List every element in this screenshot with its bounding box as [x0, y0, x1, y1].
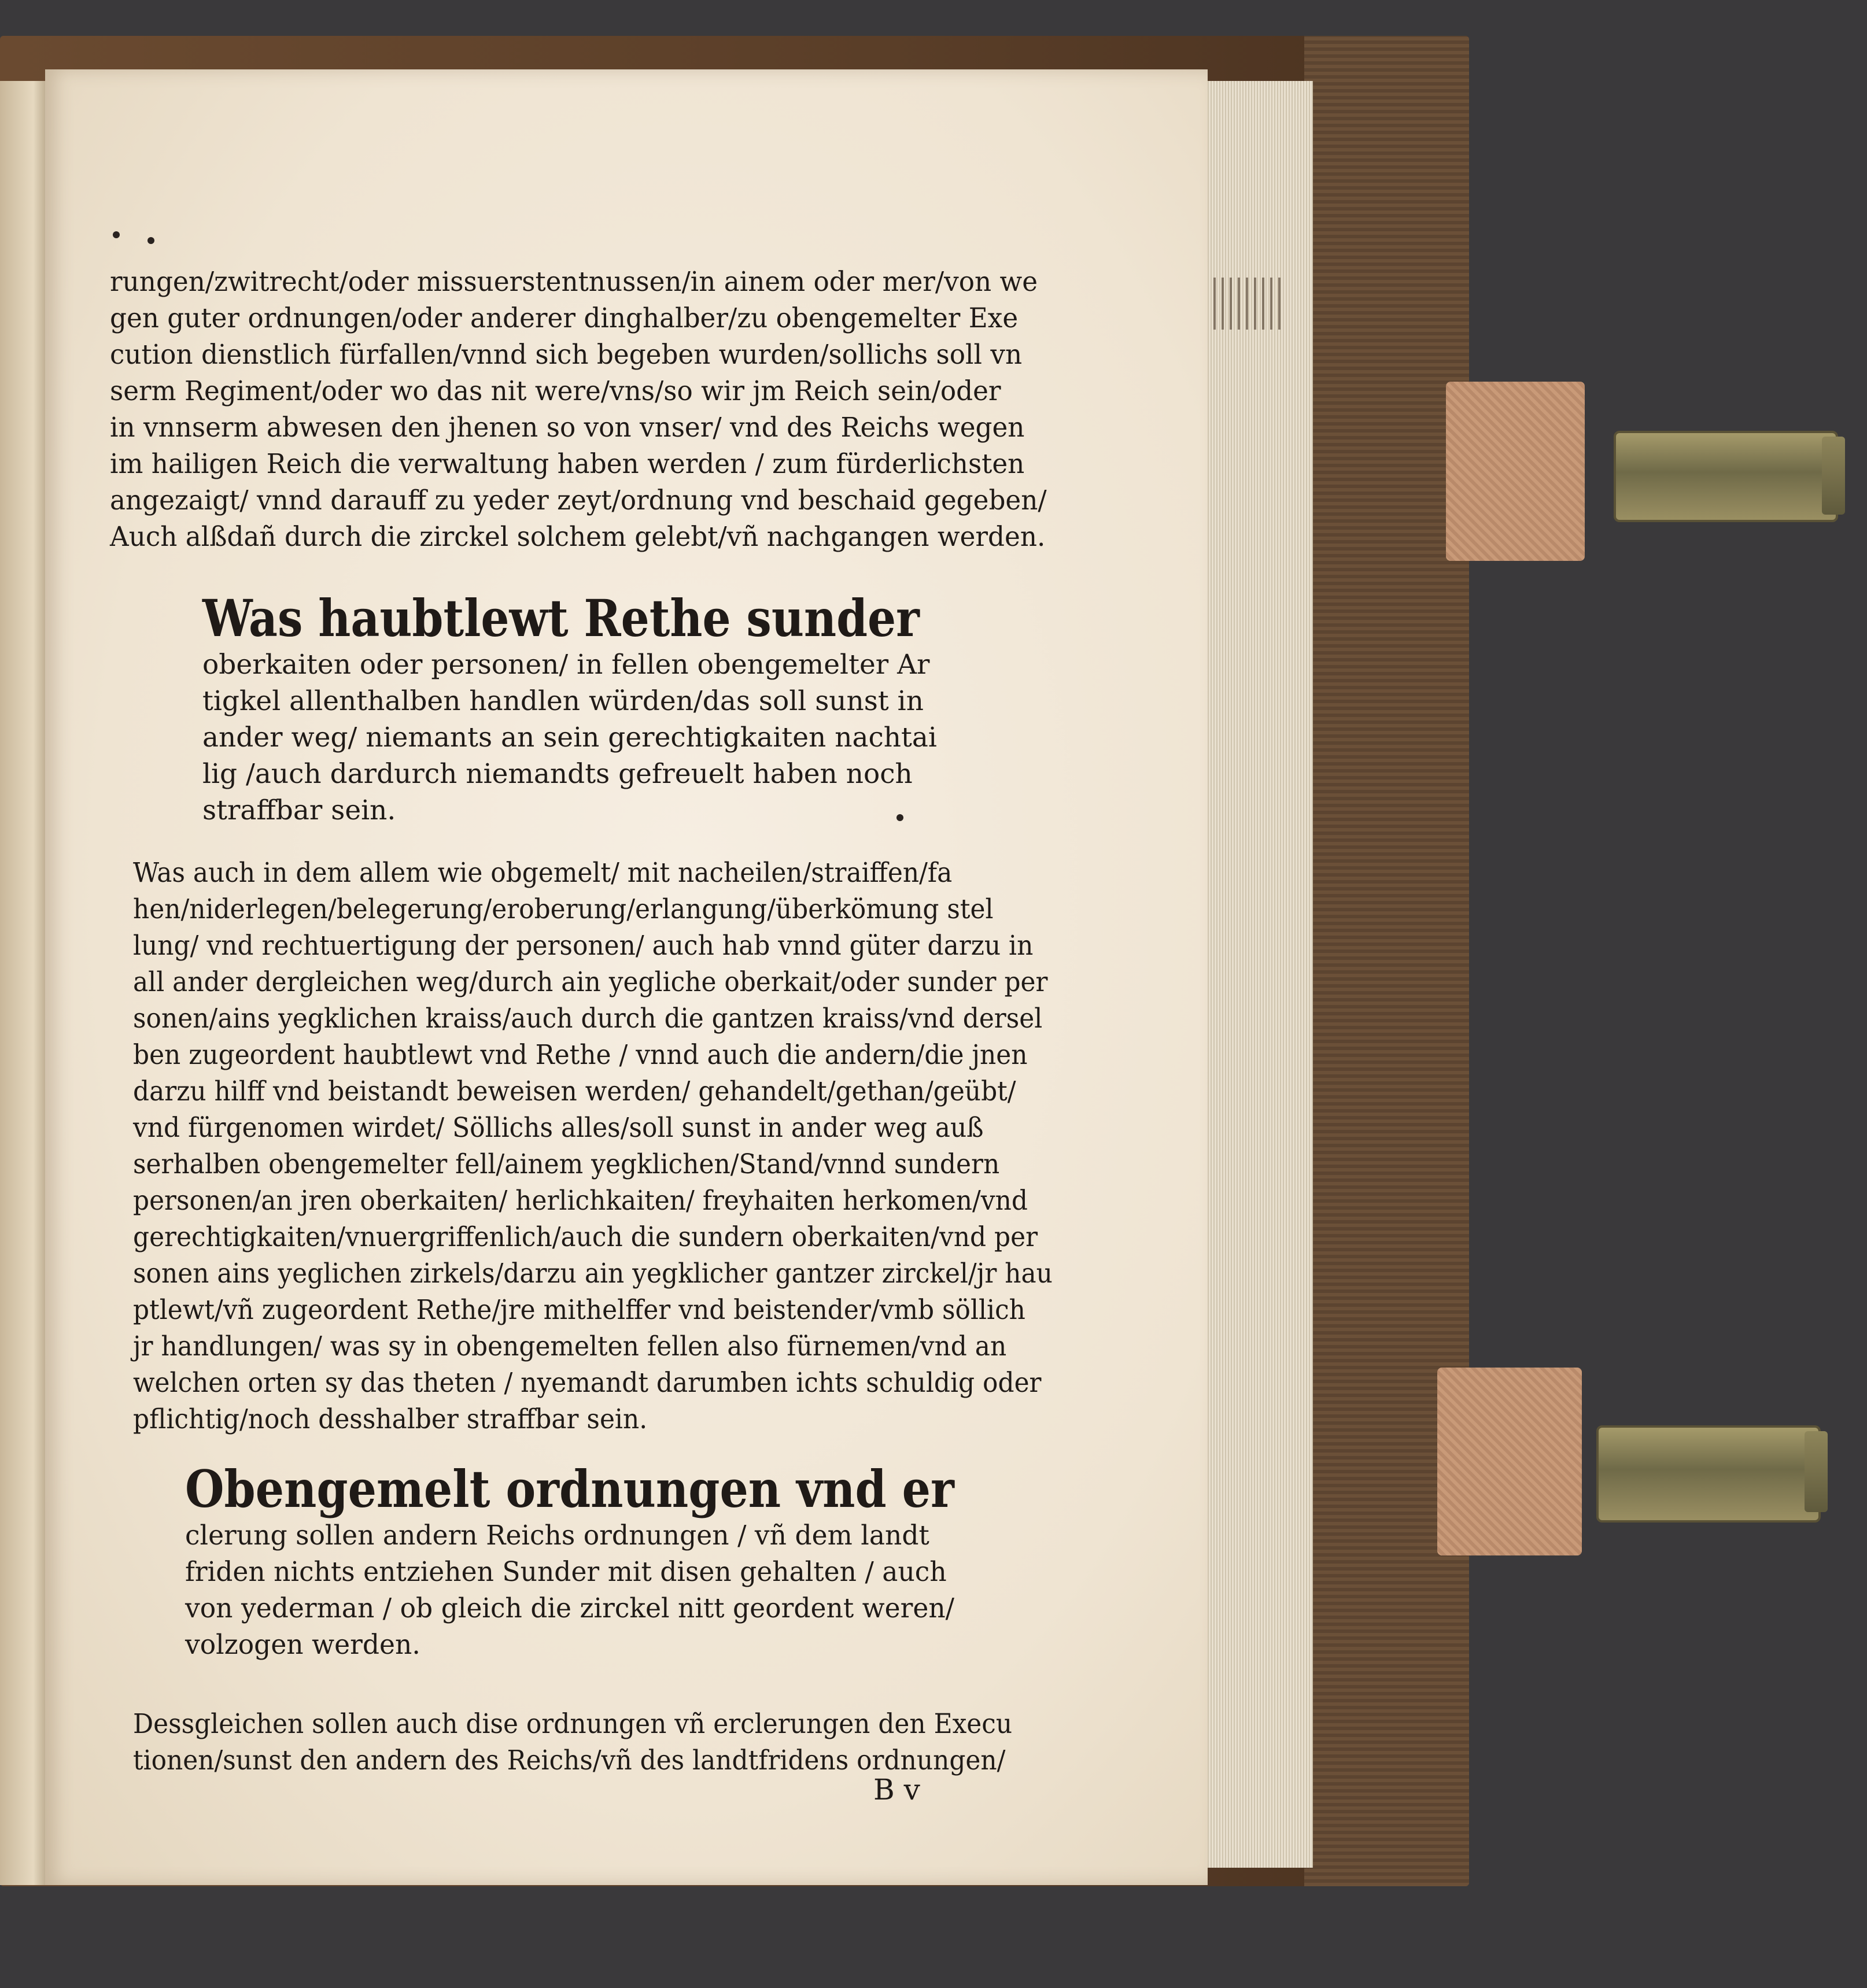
- text-line: ander weg/ niemants an sein gerechtigkaiten nachtai: [202, 722, 937, 753]
- main-paragraph: [133, 855, 1053, 1438]
- text-line: gerechtigkaiten/vnuergriffenlich/auch die sundern oberkaiten/vnd per: [133, 1221, 1038, 1253]
- upper-clasp-strap: [1446, 382, 1585, 561]
- text-line: serm Regiment/oder wo das nit were/vns/so wir jm Reich sein/oder: [110, 375, 1001, 407]
- text-line: clerung sollen andern Reichs ordnungen / vñ dem landt: [185, 1520, 929, 1551]
- text-line: jr handlungen/ was sy in obengemelten fellen also fürnemen/vnd an: [133, 1331, 1007, 1362]
- lower-clasp-tab: [1805, 1431, 1828, 1512]
- section-heading-1: [202, 586, 920, 650]
- text-line: friden nichts entziehen Sunder mit disen gehalten / auch: [185, 1556, 947, 1588]
- facing-page-edge: [0, 81, 47, 1885]
- book-cover-edge: [1304, 36, 1469, 1886]
- page-stack-stain: [1213, 278, 1283, 330]
- text-line: tigkel allenthalben handlen würden/das soll sunst in: [202, 685, 924, 717]
- heading-text: Was haubtlewt Rethe sunder: [202, 588, 920, 648]
- text-line: ptlewt/vñ zugeordent Rethe/jre mithelffer vnd beistender/vmb söllich: [133, 1294, 1025, 1326]
- text-line: rungen/zwitrecht/oder missuerstentnussen/in ainem oder mer/von we: [110, 266, 1038, 298]
- text-line: sonen/ains yegklichen kraiss/auch durch die gantzen kraiss/vnd dersel: [133, 1003, 1043, 1034]
- upper-clasp-tab: [1822, 437, 1845, 515]
- lower-clasp-strap: [1437, 1368, 1582, 1555]
- text-line: volzogen werden.: [185, 1629, 420, 1661]
- text-line: Was auch in dem allem wie obgemelt/ mit nacheilen/straiffen/fa: [133, 857, 953, 889]
- upper-clasp-icon: [1614, 431, 1838, 522]
- intro-paragraph: [110, 264, 1047, 555]
- text-line: hen/niderlegen/belegerung/eroberung/erlangung/überkömung stel: [133, 893, 994, 925]
- text-line: gen guter ordnungen/oder anderer dinghalber/zu obengemelter Exe: [110, 302, 1019, 334]
- text-line: straffbar sein.: [202, 795, 396, 826]
- text-line: lig /auch dardurch niemandts gefreuelt haben noch: [202, 758, 913, 790]
- text-line: welchen orten sy das theten / nyemandt darumben ichts schuldig oder: [133, 1367, 1042, 1399]
- ink-speck: [147, 237, 154, 244]
- text-line: von yederman / ob gleich die zirckel nitt geordent weren/: [185, 1592, 955, 1624]
- text-line: personen/an jren oberkaiten/ herlichkaiten/ freyhaiten herkomen/vnd: [133, 1185, 1028, 1217]
- text-line: ben zugeordent haubtlewt vnd Rethe / vnnd auch die andern/die jnen: [133, 1039, 1028, 1071]
- section-heading-2: [185, 1457, 954, 1521]
- text-line: Dessgleichen sollen auch dise ordnungen vñ erclerungen den Execu: [133, 1708, 1013, 1740]
- text-line: sonen ains yeglichen zirkels/darzu ain yegklicher gantzer zirckel/jr hau: [133, 1258, 1053, 1289]
- section-1-paragraph: [202, 646, 937, 829]
- text-line: vnd fürgenomen wirdet/ Söllichs alles/soll sunst in ander weg auß: [133, 1112, 984, 1144]
- text-line: im hailigen Reich die verwaltung haben werden / zum fürderlichsten: [110, 448, 1025, 480]
- text-line: in vnnserm abwesen den jhenen so von vnser/ vnd des Reichs wegen: [110, 412, 1025, 444]
- lower-clasp-icon: [1596, 1425, 1821, 1523]
- page-stack-edge: [1197, 81, 1313, 1868]
- text-line: pflichtig/noch desshalber straffbar sein.: [133, 1403, 648, 1435]
- text-line: oberkaiten oder personen/ in fellen obengemelter Ar: [202, 649, 930, 681]
- ink-speck: [113, 231, 120, 238]
- text-line: darzu hilff vnd beistandt beweisen werden/ gehandelt/gethan/geübt/: [133, 1076, 1016, 1107]
- heading-text: Obengemelt ordnungen vnd er: [185, 1459, 954, 1519]
- text-line: all ander dergleichen weg/durch ain yegliche oberkait/oder sunder per: [133, 966, 1048, 998]
- text-line: Auch alßdañ durch die zirckel solchem gelebt/vñ nachgangen werden.: [110, 521, 1046, 553]
- text-line: tionen/sunst den andern des Reichs/vñ des landtfridens ordnungen/: [133, 1745, 1006, 1776]
- signature-mark: B v: [873, 1773, 920, 1806]
- text-line: cution dienstlich fürfallen/vnnd sich begeben wurden/sollichs soll vn: [110, 339, 1023, 371]
- text-line: lung/ vnd rechtuertigung der personen/ auch hab vnnd güter darzu in: [133, 930, 1034, 962]
- text-line: serhalben obengemelter fell/ainem yegklichen/Stand/vnnd sundern: [133, 1148, 1000, 1180]
- closing-paragraph: [133, 1706, 1012, 1779]
- text-line: angezaigt/ vnnd darauff zu yeder zeyt/ordnung vnd beschaid gegeben/: [110, 485, 1047, 516]
- section-2-paragraph: [185, 1517, 954, 1663]
